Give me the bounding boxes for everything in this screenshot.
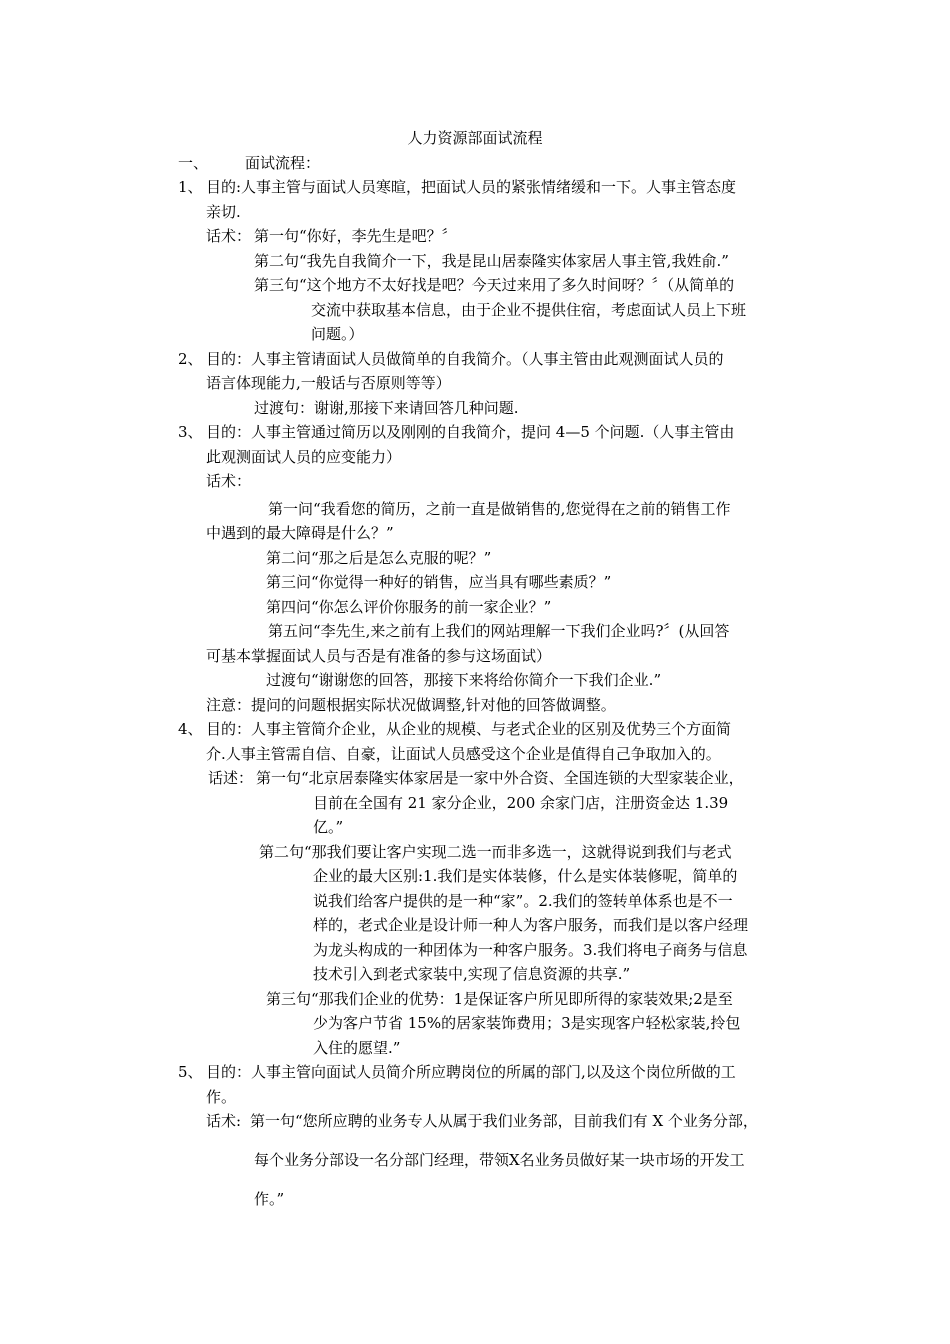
item-text-line: 目的：人事主管简介企业，从企业的规模、与老式企业的区别及优势三个方面简 [206,720,732,738]
document-title: 人力资源部面试流程 [407,129,543,147]
script-label: 话述： [208,769,254,787]
script-line: 说我们给客户提供的是一种“家”。2.我们的签转单体系也是不一 [313,892,733,910]
script-line: 可基本掌握面试人员与否是有准备的参与这场面试） [206,647,552,665]
script-line: 第一句“你好，李先生是吧？〞 [254,227,457,245]
script-line: 第一句“您所应聘的业务专人从属于我们业务部，目前我们有 X 个业务分部， [250,1112,758,1130]
item-number: 4、 [178,720,203,738]
transition-line: 过渡句“谢谢您的回答，那接下来将给你简介一下我们企业.” [266,671,662,689]
item-text-line: 亲切. [206,203,241,221]
item-number: 3、 [178,423,203,441]
item-text-line: 目的：人事主管向面试人员简介所应聘岗位的所属的部门,以及这个岗位所做的工 [206,1063,736,1081]
section-title: 面试流程： [245,154,321,172]
item-number: 2、 [178,350,203,368]
script-line: 中遇到的最大障碍是什么？” [206,524,394,542]
script-line: 入住的愿望.” [313,1039,401,1057]
script-line: 样的，老式企业是设计师一种人为客户服务，而我们是以客户经理 [313,916,749,934]
item-text-line: 目的：人事主管请面试人员做简单的自我简介。（人事主管由此观测面试人员的 [206,350,724,368]
script-line: 为龙头构成的一种团体为一种客户服务。3.我们将电子商务与信息 [313,941,748,959]
script-line: 第一句“北京居泰隆实体家居是一家中外合资、全国连锁的大型家装企业， [256,769,744,787]
script-line: 企业的最大区别:1.我们是实体装修，什么是实体装修呢，简单的 [313,867,738,885]
script-label: 话术: [206,1112,242,1130]
item-number: 5、 [178,1063,203,1081]
item-number: 1、 [178,178,203,196]
script-label: 话术： [206,472,252,490]
script-line: 作。” [254,1190,285,1208]
script-line: 第五问“李先生,来之前有上我们的网站理解一下我们企业吗?〞(从回答 [268,622,730,640]
script-line: 第三问“你觉得一种好的销售，应当具有哪些素质？” [266,573,612,591]
script-line: 第二句“那我们要让客户实现二选一而非多选一，这就得说到我们与老式 [259,843,732,861]
item-text-line: 语言体现能力,一般话与否原则等等） [206,374,451,392]
script-line: 第三句“这个地方不太好找是吧？今天过来用了多久时间呀？〞（从简单的 [254,276,735,294]
script-line: 交流中获取基本信息，由于企业不提供住宿，考虑面试人员上下班 [311,301,747,319]
script-line: 第一问“我看您的简历，之前一直是做销售的,您觉得在之前的销售工作 [268,500,731,518]
script-line: 第三句“那我们企业的优势：1是保证客户所见即所得的家装效果;2是至 [266,990,733,1008]
script-line: 第二问“那之后是怎么克服的呢？” [266,549,492,567]
script-label: 话术： [206,227,252,245]
script-line: 每个业务分部设一名分部门经理，带领X名业务员做好某一块市场的开发工 [254,1151,745,1169]
transition-line: 过渡句：谢谢,那接下来请回答几种问题. [254,399,519,417]
script-line: 技术引入到老式家装中,实现了信息资源的共享.” [313,965,631,983]
script-line: 亿。” [313,818,344,836]
script-line: 问题。） [311,325,364,343]
script-line: 第二句“我先自我简介一下，我是昆山居泰隆实体家居人事主管,我姓俞.” [254,252,729,270]
item-text-line: 目的：人事主管通过简历以及刚刚的自我简介，提问 4—5 个问题.（人事主管由 [206,423,735,441]
item-text-line: 介.人事主管需自信、自豪，让面试人员感受这个企业是值得自己争取加入的。 [206,745,721,763]
item-text-line: 作。 [206,1088,237,1106]
script-line: 目前在全国有 21 家分企业，200 余家门店，注册资金达 1.39 [313,794,729,812]
section-number: 一、 [178,154,209,172]
item-text-line: 目的:人事主管与面试人员寒暄，把面试人员的紧张情绪缓和一下。人事主管态度 [206,178,737,196]
script-line: 少为客户节省 15%的居家装饰费用；3是实现客户轻松家装,拎包 [313,1014,741,1032]
script-line: 第四问“你怎么评价你服务的前一家企业？” [266,598,552,616]
item-text-line: 此观测面试人员的应变能力） [206,448,402,466]
note-line: 注意：提问的问题根据实际状况做调整,针对他的回答做调整。 [206,696,616,714]
